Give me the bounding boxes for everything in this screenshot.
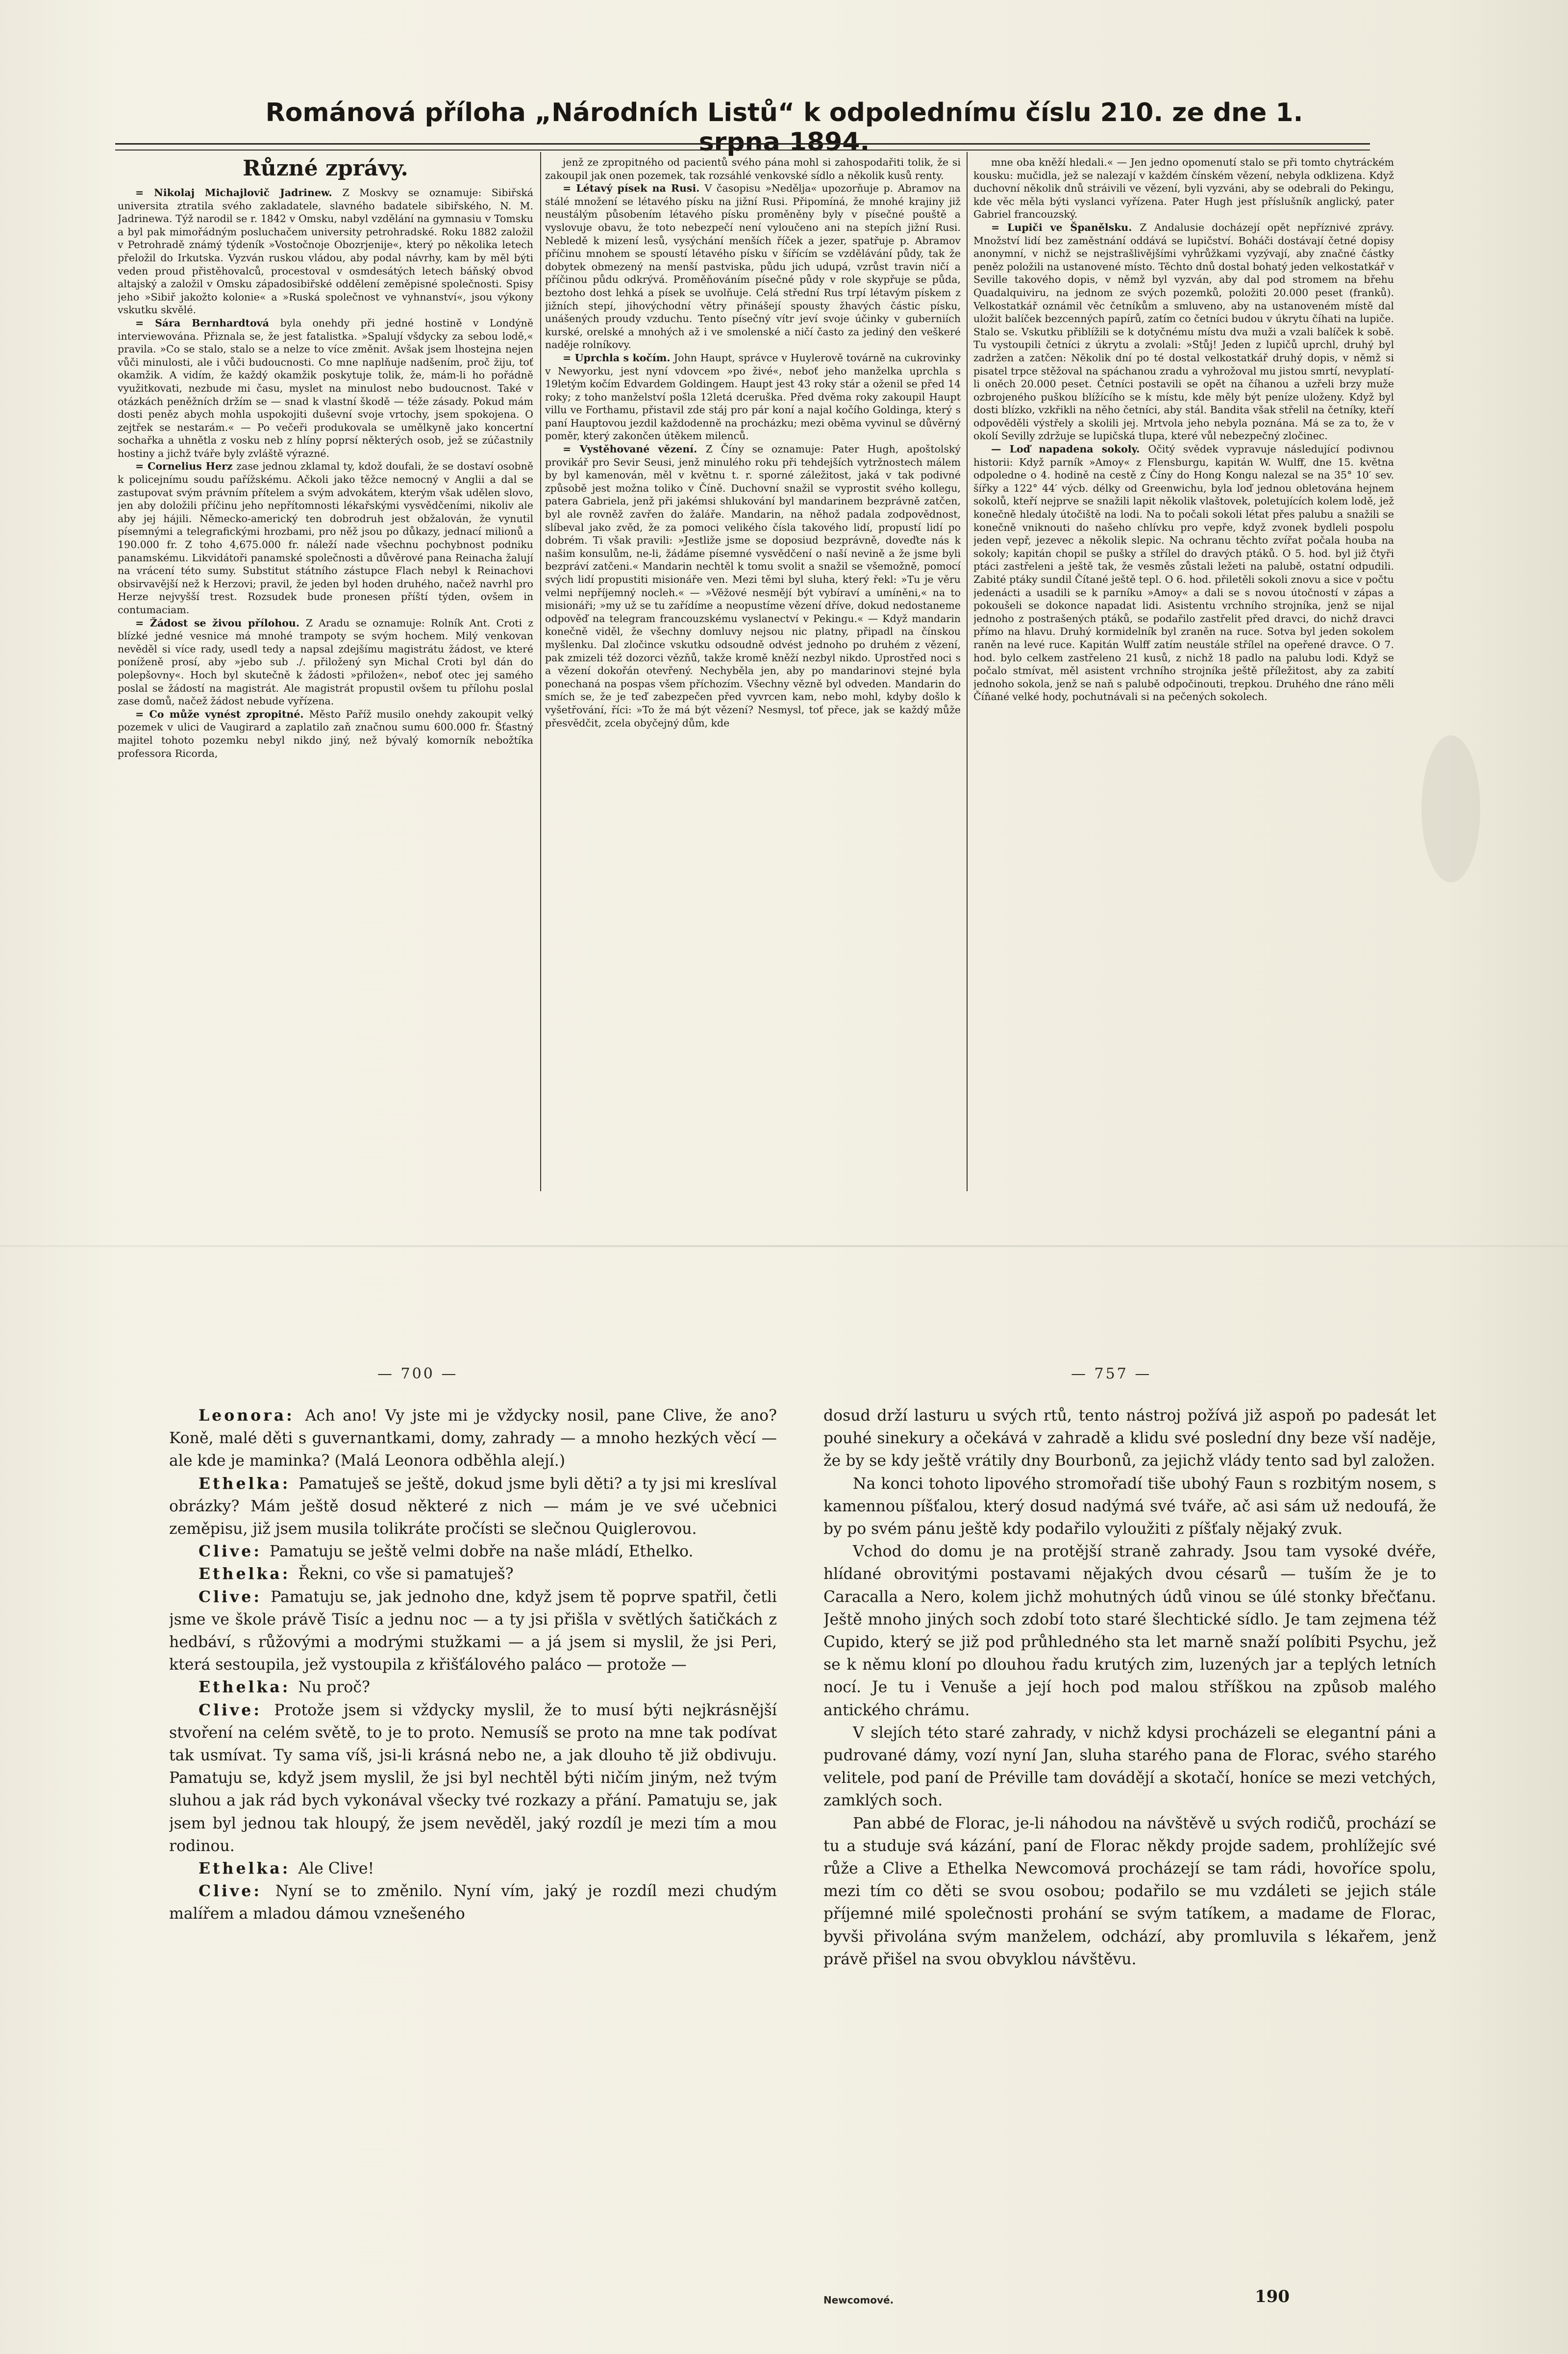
speaker-name: Ethelka: (199, 1859, 299, 1878)
section-title: Různé zprávy. (243, 156, 408, 181)
dialogue-line (169, 1699, 777, 1857)
header-rule (115, 143, 1370, 150)
dialogue-body (169, 1404, 777, 1926)
dialogue-text: Pamatuju se ještě velmi dobře na naše mládí, Ethelko. (269, 1543, 694, 1561)
dialogue-text: Ale Clive! (298, 1860, 374, 1878)
speaker-name: Clive: (199, 1701, 274, 1719)
news-item-heading: = Lupiči ve Španělsku. (991, 221, 1140, 233)
dialogue-text: Protože jsem si vždycky myslil, že to musí býti nejkrásnější stvoření na celém světě, to je to proto. Nemusíš se proto na mne tak podívat tak usmívat. Ty sama víš, jsi-li krásná nebo ne, a jak dlouho tě již obdivuju. Pamatuju se, když jsem myslil, že jsi byl nechtěl býti ničím jiným, než tvým sluhou a jak rád bych vykonával všecky tvé rozkazy a přání. Pamatuju se, jak jsem byl jednou tak hloupý, že jsem nevěděl, jaký rozdíl je mezi tím a mou rodinou. (169, 1701, 777, 1855)
dialogue-line (169, 1857, 777, 1880)
news-item-text: John Haupt, správce v Huylerově továrně na cukrovinky v Newyorku, jest nyní vdovcem »po živé«, neboť jeho manželka uprchla s 19letým kočím Edvardem Goldingem. Haupt jest 43 roky stár a oženil se před 14 roky; z toho manželství pošla 12letá dceruška. Před dvěma roky zakoupil Haupt villu ve Forthamu, přistavil zde stáj pro pár koní a najal kočího Goldinga, který s paní Hauptovou jezdil každodenně na procházku; mezi oběma vyvinul se důvěrný poměr, který zakončen útěkem milenců. (545, 351, 961, 442)
news-item-text: byla onehdy při jedné hostině v Londýně interviewována. Přiznala se, že jest fatalistka. »Spalují všdycky za sebou lodě,« pravila. »Co se stalo, stalo se a nelze to více změnit. Avšak jsem lhostejna nejen vůči minulosti, ale i vůči budoucnosti. Co mne naplňuje nadšením, proč žiju, toť okamžik. A vidím, že každý okamžik poskytuje tolik, že, mám-li ho pořádně využitkovati, nezbude mi času, myslet na minulost nebo budoucnost. Také v otázkách peněžních držím se — snad k vlastní škodě — téže zásady. Pokud mám dosti peněz abych mohla uspokojiti duševní svoje vrtochy, jsem spokojena. O zejtřek se nestarám.« — Po večeři produkovala se umělkyně jako koncertní sochařka a uhnětla z vosku neb z hlíny poprsí některých osob, jež se zúčastnily hostiny a jichž tváře byly zvláště výrazné. (118, 317, 533, 459)
dialogue-text: Nyní se to změnilo. Nyní vím, jaký je rozdíl mezi chudým malířem a mladou dámou vznešeného (169, 1882, 777, 1923)
footer-page-number: 190 (1255, 2287, 1290, 2306)
speaker-name: Ethelka: (199, 1678, 299, 1697)
news-item-heading: = Nikolaj Michajlovič Jadrinew. (135, 187, 343, 199)
dialogue-line (169, 1880, 777, 1925)
paper-stain (1421, 735, 1480, 882)
news-item-text: V časopisu »Nedělja« upozorňuje p. Abramov na stálé množení se létavého písku na jižní Rusi. Připomíná, že mnohé krajiny již neustálým působením létavého písku proměněny byly v písečné pouště a vyslovuje obavu, že toto nebezpečí není vyloučeno ani na stepích jižní Rusi. Nebledě k mizení lesů, vysýchání menších říček a jezer, spatřuje p. Abramov příčinu mnohem se spoustí létavého písku v šířícím se vzdělávání půdy, tak že dobytek obmezený na menší pastviska, půdu jich udupá, vzrůst travin ničí a příčinou půdu odkrývá. Proměňováním písečné půdy v role skypřuje se půda, beztoho dost lehká a písek se uvolňuje. Celá střední Rus trpí létavým pískem z jižních stepí, jihovýchodní větry přinášejí spousty žhavých částic písku, unášených proudy vzduchu. Tento písečný vítr jeví svoje účinky v guberniích kurské, orelské a mnohých až i ve smolenské a ničí často za jediný den veškeré naděje rolníkovy. (545, 182, 961, 351)
page-number-left: — 700 — (377, 1365, 458, 1382)
column-divider-2 (967, 152, 968, 1191)
news-item-text: Z Číny se oznamuje: Pater Hugh, apoštolský provikář pro Sevir Seusi, jenž minulého roku při tehdejších vytržnostech málem by byl kamenován, měl v květnu t. r. sporné záležitost, jaká v tak podivné způsobě jest možna toliko v Číně. Duchovní snažil se vyprostit svého kollegu, patera Gabriela, jenž při jakémsi shlukování byl mandarinem bezprávně zatčen, byl ale rovněž zavřen do žaláře. Mandarin, na něhož padala zodpovědnost, slíbeval jako zvěd, že za pomoci velikého čísla takového lidí, propustí lidí po dobrém. Ti však pravili: »Jestliže jsme se doposiud bezprávně, doveďte nás k našim konsulům, ne-li, žádáme písemné vysvědčení o naší nevině a že jsme byli bezpráví zatčeni.« Mandarin nechtěl k tomu svolit a snažil se všemožně, pomocí svých lidí propustiti misionáře ven. Mezi těmi byl sluha, který řekl: »Tu je věru velmi nepříjemný nocleh.« — »Věžové nesmějí být vybíraví a umíněni,« na to misionáři; »my už se tu zařídíme a neopustíme vězení dříve, dokud nedostaneme odpověď na telegram francouzskému vyslanectví v Pekingu.« — Když mandarin konečně viděl, že všechny domluvy nejsou nic platny, připadl na čínskou myšlenku. Dal zločince vskutku odsoudně odvést jednoho po druhém z vězení, pak zmizeli též dozorci vězňů, takže kromě kněží nezbyl nikdo. Uprostřed noci s a vězení dokořán otevřený. Nechyběla jen, aby po mandarinovi stejné byla ponechaná na pospas všem příchozím. Všechny vězně byl odveden. Mandarin do smích se, že je teď zabezpečen před vyvrcen kam, nebo mohl, kdyby došlo k vyšetřování, říci: »To že má být vězení? Nesmysl, toť přece, jak se každý může přesvědčit, zcela obyčejný dům, kde (545, 443, 961, 729)
page-header: Románová příloha „Národních Listů“ k odpolednímu číslu 210. ze dne 1. srpna 1894. (265, 98, 1303, 157)
speaker-name: Clive: (199, 1542, 270, 1561)
column-1-body (118, 186, 533, 760)
news-item (118, 708, 533, 760)
news-item-text: Z Aradu se oznamuje: Rolník Ant. Croti z blízké jedné vesnice má mnohé trampoty se svým hochem. Milý venkovan nevěděl si více rady, usedl tedy a napsal zdejšímu magistrátu žádost, ve které poníženě prosí, aby »jebo sub ./. přiložený syn Michal Croti byl dán do polepšovny«. Hoch byl skutečně k žádosti »přiložen«, neboť otec jej samého poslal se žádostí na magistrát. Ale magistrát propustil ovšem tu přílohu poslal zase domů, načež žádost nebude vyřízena. (118, 617, 533, 707)
speaker-name: Clive: (199, 1587, 271, 1606)
dialogue-line (169, 1404, 777, 1473)
news-item (545, 156, 961, 182)
dialogue-text: Nu proč? (298, 1678, 370, 1697)
news-item (973, 443, 1394, 703)
dialogue-line (169, 1473, 777, 1541)
news-item-text: jenž ze zpropitného od pacientů svého pána mohl si zahospodařiti tolik, že si zakoupil jak onen pozemek, tak rozsáhlé venkovské sídlo a několik kusů renty. (545, 156, 961, 181)
news-item-text: zase jednou zklamal ty, kdož doufali, že se dostaví osobně k policejnímu soudu pařížskému. Ačkoli jako těžce nemocný v Anglii a dal se zastupovat svým právním přítelem a svým advokátem, kterým však udělen slovo, jen aby doložili příčinu jeho nepřítomnosti lékařskými vysvědčeními, nikoliv ale aby jej hájili. Německo-americký ten dobrodruh jest obžalován, že vynutil písemnými a telegrafickými hrozbami, pro něž jsou po důkazy, jednací milionů a 190.000 fr. Z toho 4,675.000 fr. náleží nade všechnu pochybnost podniku panamskému. Likvidátoři panamské společnosti a důvěrové pana Reinacha žalují na vrácení této sumy. Substitut státního zástupce Flach nebyl k Reinachovi obsirvavější než k Herzovi; pravil, že jeden byl hoden druhého, načež navrhl pro Herze nejvyšší trest. Rozsudek bude pronesen příští týden, ovšem in contumaciam. (118, 460, 533, 616)
column-3-body (973, 156, 1394, 703)
prose-body (823, 1404, 1436, 1971)
news-item (545, 443, 961, 729)
news-item-heading: = Žádost se živou přílohou. (135, 617, 306, 629)
news-item (118, 617, 533, 708)
prose-paragraph: V slejích této staré zahrady, v nichž kdysi procházeli se elegantní páni a pudrované dámy, vozí nyní Jan, sluha starého pana de Florac, svého starého velitele, pod paní de Préville tam dovádějí a skotačí, honíce se mezi vetchých, zamklých soch. (823, 1724, 1436, 1810)
news-item-heading: = Cornelius Herz (135, 460, 237, 473)
news-item-heading: = Uprchla s kočím. (563, 351, 674, 364)
footer-book-title: Newcomové. (823, 2294, 894, 2306)
news-item (973, 221, 1394, 443)
news-item (118, 317, 533, 460)
prose-paragraph: Pan abbé de Florac, je-li náhodou na návštěvě u svých rodičů, prochází se tu a studuje svá kázání, paní de Florac někdy projde sadem, prohlížejíc své růže a Clive a Ethelka Newcomová procházejí se tam rádi, hovoříce spolu, mezi tím co děti se svou osobou; podařilo se mu vzdáleti se jejich stále příjemné milé společnosti prohání se svým tatíkem, a madame de Florac, byvši přivolána svým manželem, odchází, aby promluvila s lékařem, jenž právě přišel na svou obvyklou návštěvu. (823, 1814, 1436, 1968)
column-2-body (545, 156, 961, 729)
speaker-name: Leonora: (199, 1406, 305, 1425)
novel-page-left (169, 1404, 777, 2321)
speaker-name: Clive: (199, 1882, 275, 1901)
dialogue-line (169, 1676, 777, 1699)
news-item-heading: — Loď napadena sokoly. (991, 443, 1148, 455)
speaker-name: Ethelka: (199, 1474, 299, 1493)
news-item-text: Očitý svědek vypravuje následující podivnou historii: Když parník »Amoy« z Flensburgu, kapitán W. Wulff, dne 15. května odpoledne o 4. hodině na cestě z Číny do Hong Kongu nalezal se na 35° 10′ sev. šířky a 122° 44′ výcb. délky od Greenwichu, byla loď jednou obletována hejnem sokolů, kteří nejprve se snažili lapit několik vlaštovek, poletujících kolem lodě, jež konečně hledaly útočiště na lodi. Na to počali sokoli létat přes palubu a snažili se konečně vniknouti do našeho chlívku pro vepře, když zvonek bydleli pospolu jeden vepř, jezevec a několik slepic. Na ochranu těchto zvířat počala houba na sokoly; kapitán chopil se pušky a střílel do dravých ptáků. O 5. hod. byl již čtyři ptáci zastřeleni a ještě tak, že vesměs zůstali ležeti na palubě, ostatní odpudili. Zabité ptáky sundil Čítané ještě tepl. O 6. hod. přiletěli sokoli znovu a sice v počtu jedenácti a usadili se k parníku »Amoy« a dali se s novou útočností v zápas a pokoušeli se dokonce napadat lidi. Asistentu vrchního strojníka, jenž se nijal jednoho z postrašených ptáků, se podařilo zastřelit před dravci, do nichž dravci přímo na hlavu. Druhý kormidelník byl zraněn na ruce. Sotva byl jeden sokolem raněn na levé ruce. Kapitán Wulff zatím neustále střílel na opeřené dravce. O 7. hod. bylo celkem zastřeleno 21 kusů, z nichž 18 padlo na palubu lodi. Když se počalo stmívat, měl asistent vrchního strojníka ještě příležitost, aby za zabití jednoho sokola, jenž se naň s palubě odpočinouti, trepkou. Druhého dne ráno měli Číňané velké hody, pochutnávali si na pečených sokolech. (973, 443, 1394, 703)
news-item-heading: = Vystěhované vězení. (563, 443, 706, 455)
news-item-text: mne oba kněží hledali.« — Jen jedno opomenutí stalo se při tomto chytráckém kousku: mučidla, jež se nalezají v každém čínském vězení, nebyla odklizena. Když duchovní několik dnů stráivili ve vězení, byli vyzváni, aby se odebrali do Pekingu, kde věc měla býti vyslanci vyřízena. Pater Hugh jest příslušník anglický, pater Gabriel francouzský. (973, 156, 1394, 221)
news-column-3 (973, 156, 1394, 1205)
dialogue-line (169, 1563, 777, 1585)
news-item (545, 351, 961, 443)
prose-paragraph: dosud drží lasturu u svých rtů, tento nástroj požívá již aspoň po padesát let pouhé sinekury a očekává v zahradě a klidu své poslední dny beze vší naděje, že by se kdy ještě vrátily dny Bourbonů, za jejichž vlády tento sad byl založen. (823, 1407, 1436, 1470)
dialogue-text: Pamatuju se, jak jednoho dne, když jsem tě poprve spatřil, četli jsme ve škole právě Tisíc a jednu noc — a ty jsi přišla v světlých šatičkách z hedbáví, s růžovými a modrými stužkami — a já jsem si myslil, že jsi Peri, která sestoupila, jež vystoupila z křišťálového paláco — protože — (169, 1588, 777, 1674)
dialogue-text: Ach ano! Vy jste mi je vždycky nosil, pane Clive, že ano? Koně, malé děti s guvernantkami, domy, zahrady — a mnoho hezkých věcí — ale kde je maminka? (Malá Leonora odběhla alejí.) (169, 1407, 777, 1470)
news-item (118, 186, 533, 317)
news-item-text: Z Andalusie docházejí opět nepříznivé zprávy. Množství lidí bez zaměstnání oddává se lupičství. Boháči dostávají četné dopisy anonymní, v nichž se nejstrašlivějšími vyhrůžkami vyzývají, aby značné částky peněz položili na ustanovené místo. Těchto dnů dostal bohatý jeden velkostatkář v Seville takového dopis, v němž byl vyzván, aby dal pod stromem na břehu Quadalquiviru, na jednom ze svých pozemků, položiti 20.000 peset (franků). Velkostatkář oznámil věc četníkům a smluveno, aby na ustanoveném místě dal uložit balíček bezcenných papírů, zatím co četníci budou v úkrytu číhati na lupiče. Stalo se. Vskutku přiblížili se k dotyčnému místu dva muži a vzali balíček k sobě. Tu vystoupili četníci z úkrytu a zvolali: »Stůj! Jeden z lupičů uprchl, druhý byl zadržen a zatčen: Několik dní po té dostal velkostatkář druhý dopis, v němž si pisatel trpce stěžoval na spáchanou zradu a vyhrožoval mu jistou smrtí, nevyplatí-li oněch 20.000 peset. Četníci postavili se opět na číhanou a uzřeli brzy muže ozbrojeného puškou blížícího se k místu, kde měly být peníze uloženy. Když byl dosti blízko, vzkřikli na něho četníci, aby stál. Bandita však střelil na četníky, kteří odpověděli výstřely a skolili jej. Mrtvola jeho nebyla poznána. Má se za to, že v okolí Sevilly zdržuje se lupičská tlupa, které vůl nebezpečný zločinec. (973, 221, 1394, 442)
dialogue-line (169, 1586, 777, 1677)
prose-paragraph: Na konci tohoto lipového stromořadí tiše ubohý Faun s rozbitým nosem, s kamennou píšťalou, který dosud nadýmá své tváře, ač asi sám už nedoufá, že by po svém pánu ještě kdy podařilo vyloužiti z píšťaly nějaký zvuk. (823, 1475, 1436, 1538)
page-number-right: — 757 — (1071, 1365, 1152, 1382)
news-item-heading: = Létavý písek na Rusi. (563, 182, 705, 195)
news-item-heading: = Co může vynést zpropitné. (135, 708, 309, 720)
news-item-heading: = Sára Bernhardtová (135, 317, 280, 329)
column-divider-1 (540, 152, 541, 1191)
speaker-name: Ethelka: (199, 1565, 299, 1583)
prose-paragraph: Vchod do domu je na protější straně zahrady. Jsou tam vysoké dvéře, hlídané obrovitými postavami nějakých dvou césarů — tuším že je to Caracalla a Nero, kolem jichž mohutných údů vinou se úlé stonky břečťanu. Ještě mnoho jiných soch zdobí toto staré šlechtické sídlo. Je tam zejmena též Cupido, který se již pod průhledného sta let marně snaží políbiti Psychu, jež se k němu kloní po dlouhou řadu krutých zim, luzených jar a teplých letních nocí. Je tu i Venuše a její hoch pod malou stříškou na způsob malého antického chrámu. (823, 1543, 1436, 1719)
news-item (118, 460, 533, 616)
dialogue-line (169, 1540, 777, 1563)
news-item-text: Z Moskvy se oznamuje: Sibiřská universita ztratila svého zakladatele, slavného badatele sibiřského, N. M. Jadrinewa. Týž narodil se r. 1842 v Omsku, nabyl vzdělání na gymnasiu v Tomsku a byl pak mimořádným posluchačem university petrohradské. Roku 1882 založil v Petrohradě známý týdeník »Vostočnoje Obozrjenije«, který po několika letech přeložil do Irkutska. Vyzván ruskou vládou, aby podal návrhy, kam by měl býti veden proud přistěhovalců, procestoval v osmdesátých letech báňský obvod altajský a založil v Omsku západosibiřské oddělení zeměpisné společnosti. Spisy jeho »Sibiř jakožto kolonie« a »Ruská společnost ve vyhnanství«, jsou výkony vskutku skvělé. (118, 187, 533, 316)
dialogue-text: Pamatuješ se ještě, dokud jsme byli děti? a ty jsi mi kreslíval obrázky? Mám ještě dosud některé z nich — mám je ve své učebnici zeměpisu, již jsem musila tolikráte pročísti se slečnou Quiglerovou. (169, 1475, 777, 1538)
news-column-2 (545, 156, 961, 1205)
news-item-text: Město Paříž musilo onehdy zakoupit velký pozemek v ulici de Vaugirard a zaplatilo zaň značnou sumu 600.000 fr. Šťastný majitel tohoto pozemku nebyl nikdo jiný, než bývalý komorník nebožtíka professora Ricorda, (118, 708, 533, 759)
news-item (973, 156, 1394, 221)
news-item (545, 182, 961, 351)
novel-page-right (823, 1404, 1436, 2267)
news-column-1 (118, 156, 533, 1225)
page-fold (0, 1245, 1568, 1247)
dialogue-text: Řekni, co vše si pamatuješ? (298, 1565, 514, 1583)
